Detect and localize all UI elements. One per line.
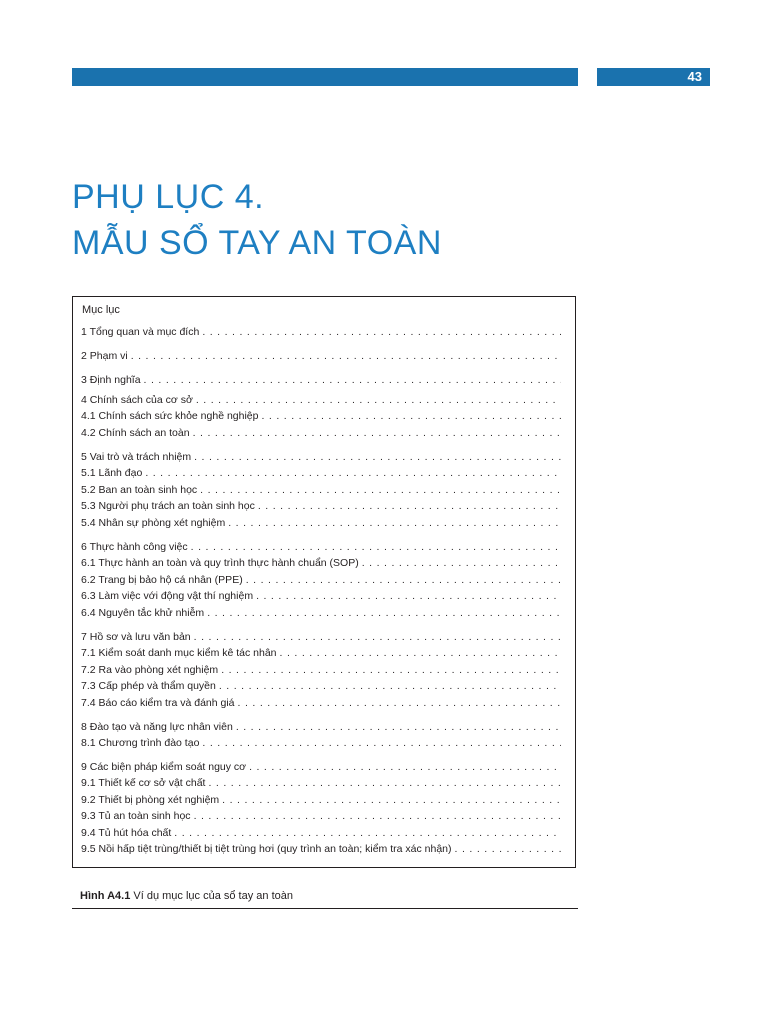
toc-dot-leader (221, 663, 561, 677)
toc-entry (81, 373, 561, 387)
toc-dot-leader (196, 393, 561, 407)
toc-dot-leader (228, 516, 561, 530)
toc-entry-text: 5.1 Lãnh đạo (81, 467, 143, 479)
toc-dot-leader (249, 760, 561, 774)
toc-entry-text: 7.3 Cấp phép và thẩm quyền (81, 680, 216, 692)
toc-dot-leader (174, 826, 561, 840)
appendix-title-line-1: PHỤ LỤC 4. (72, 178, 265, 216)
toc-entry-text: 6.2 Trang bị bảo hộ cá nhân (PPE) (81, 574, 243, 586)
toc-entry (81, 776, 561, 790)
toc-entry (81, 826, 561, 840)
toc-entry (81, 573, 561, 587)
toc-entry-text: 9.4 Tủ hút hóa chất (81, 827, 172, 839)
toc-dot-leader (236, 720, 561, 734)
toc-entry (81, 426, 561, 440)
toc-entry-text: 9.3 Tủ an toàn sinh học (81, 810, 191, 822)
toc-entry (81, 499, 561, 513)
toc-dot-leader (219, 679, 561, 693)
toc-entry-text: 8 Đào tạo và năng lực nhân viên (81, 721, 233, 733)
toc-entry (81, 646, 561, 660)
toc-dot-leader (262, 409, 562, 423)
appendix-title-line-2: MẪU SỔ TAY AN TOÀN (72, 224, 442, 262)
toc-dot-leader (208, 776, 561, 790)
toc-entry (81, 630, 561, 644)
figure-caption (80, 889, 293, 903)
toc-dot-leader (222, 793, 561, 807)
toc-entry-text: 9.1 Thiết kế cơ sở vật chất (81, 777, 206, 789)
toc-dot-leader (193, 426, 561, 440)
toc-entry-text: 4 Chính sách của cơ sở (81, 394, 193, 406)
toc-entry (81, 696, 561, 710)
toc-entry (81, 720, 561, 734)
toc-entry (81, 483, 561, 497)
toc-entry-text: 5.2 Ban an toàn sinh học (81, 484, 198, 496)
toc-entry-text: 4.1 Chính sách sức khỏe nghề nghiệp (81, 410, 259, 422)
toc-entry-text: 5.4 Nhân sự phòng xét nghiệm (81, 517, 226, 529)
toc-entry-text: 9.2 Thiết bị phòng xét nghiệm (81, 794, 220, 806)
table-of-contents-box (72, 296, 576, 868)
toc-entry (81, 793, 561, 807)
toc-entry (81, 736, 561, 750)
toc-entry-text: 1 Tổng quan và mục đích (81, 326, 200, 338)
toc-dot-leader (144, 373, 561, 387)
toc-heading: Mục lục (82, 304, 120, 316)
toc-entry (81, 809, 561, 823)
toc-dot-leader (131, 349, 561, 363)
toc-dot-leader (145, 466, 561, 480)
toc-entry-text: 9 Các biện pháp kiểm soát nguy cơ (81, 761, 247, 773)
toc-entry (81, 606, 561, 620)
toc-entry-text: 6.4 Nguyên tắc khử nhiễm (81, 607, 205, 619)
toc-entry-text: 6.1 Thực hành an toàn và quy trình thực hành chuẩn (SOP) (81, 557, 359, 569)
toc-entry (81, 325, 561, 339)
figure-caption-text: Ví dụ mục lục của sổ tay an toàn (130, 890, 293, 902)
toc-dot-leader (202, 325, 561, 339)
toc-entry (81, 760, 561, 774)
header-rule-bar (72, 68, 578, 86)
toc-entry (81, 349, 561, 363)
figure-caption-label: Hình A4.1 (80, 890, 131, 902)
toc-entry-text: 4.2 Chính sách an toàn (81, 427, 190, 439)
appendix-title (72, 174, 442, 266)
toc-entry (81, 663, 561, 677)
toc-entry-text: 5 Vai trò và trách nhiệm (81, 451, 192, 463)
toc-entry (81, 842, 561, 856)
toc-entry (81, 466, 561, 480)
toc-entry-text: 3 Định nghĩa (81, 374, 141, 386)
toc-entry (81, 556, 561, 570)
toc-dot-leader (194, 809, 561, 823)
toc-dot-leader (200, 483, 561, 497)
toc-entry (81, 516, 561, 530)
toc-dot-leader (194, 450, 561, 464)
toc-entry (81, 679, 561, 693)
toc-dot-leader (256, 589, 561, 603)
toc-entry-text: 8.1 Chương trình đào tạo (81, 737, 200, 749)
toc-entry-text: 5.3 Người phụ trách an toàn sinh học (81, 500, 255, 512)
toc-entry (81, 589, 561, 603)
toc-entry (81, 393, 561, 407)
toc-entry-text: 7 Hồ sơ và lưu văn bản (81, 631, 191, 643)
toc-dot-leader (191, 540, 561, 554)
toc-entry-text: 9.5 Nồi hấp tiệt trùng/thiết bị tiệt trùng hơi (quy trình an toàn; kiểm tra xác nhận) (81, 843, 452, 855)
toc-entry-text: 6.3 Làm việc với động vật thí nghiệm (81, 590, 254, 602)
page-number-tab (597, 68, 710, 86)
toc-entry (81, 540, 561, 554)
toc-dot-leader (194, 630, 561, 644)
toc-dot-leader (280, 646, 561, 660)
page-number: 43 (687, 69, 702, 84)
toc-entry-text: 2 Phạm vi (81, 350, 128, 362)
toc-entry-text: 7.4 Báo cáo kiểm tra và đánh giá (81, 697, 235, 709)
toc-entry-text: 7.2 Ra vào phòng xét nghiệm (81, 664, 219, 676)
toc-dot-leader (258, 499, 561, 513)
toc-entry-text: 7.1 Kiểm soát danh mục kiểm kê tác nhân (81, 647, 277, 659)
toc-dot-leader (207, 606, 561, 620)
toc-entry (81, 409, 561, 423)
toc-entry-text: 6 Thực hành công việc (81, 541, 188, 553)
toc-dot-leader (362, 556, 561, 570)
toc-entry (81, 450, 561, 464)
toc-dot-leader (246, 573, 561, 587)
toc-dot-leader (202, 736, 561, 750)
toc-dot-leader (238, 696, 561, 710)
caption-divider (72, 908, 578, 909)
toc-dot-leader (455, 842, 561, 856)
